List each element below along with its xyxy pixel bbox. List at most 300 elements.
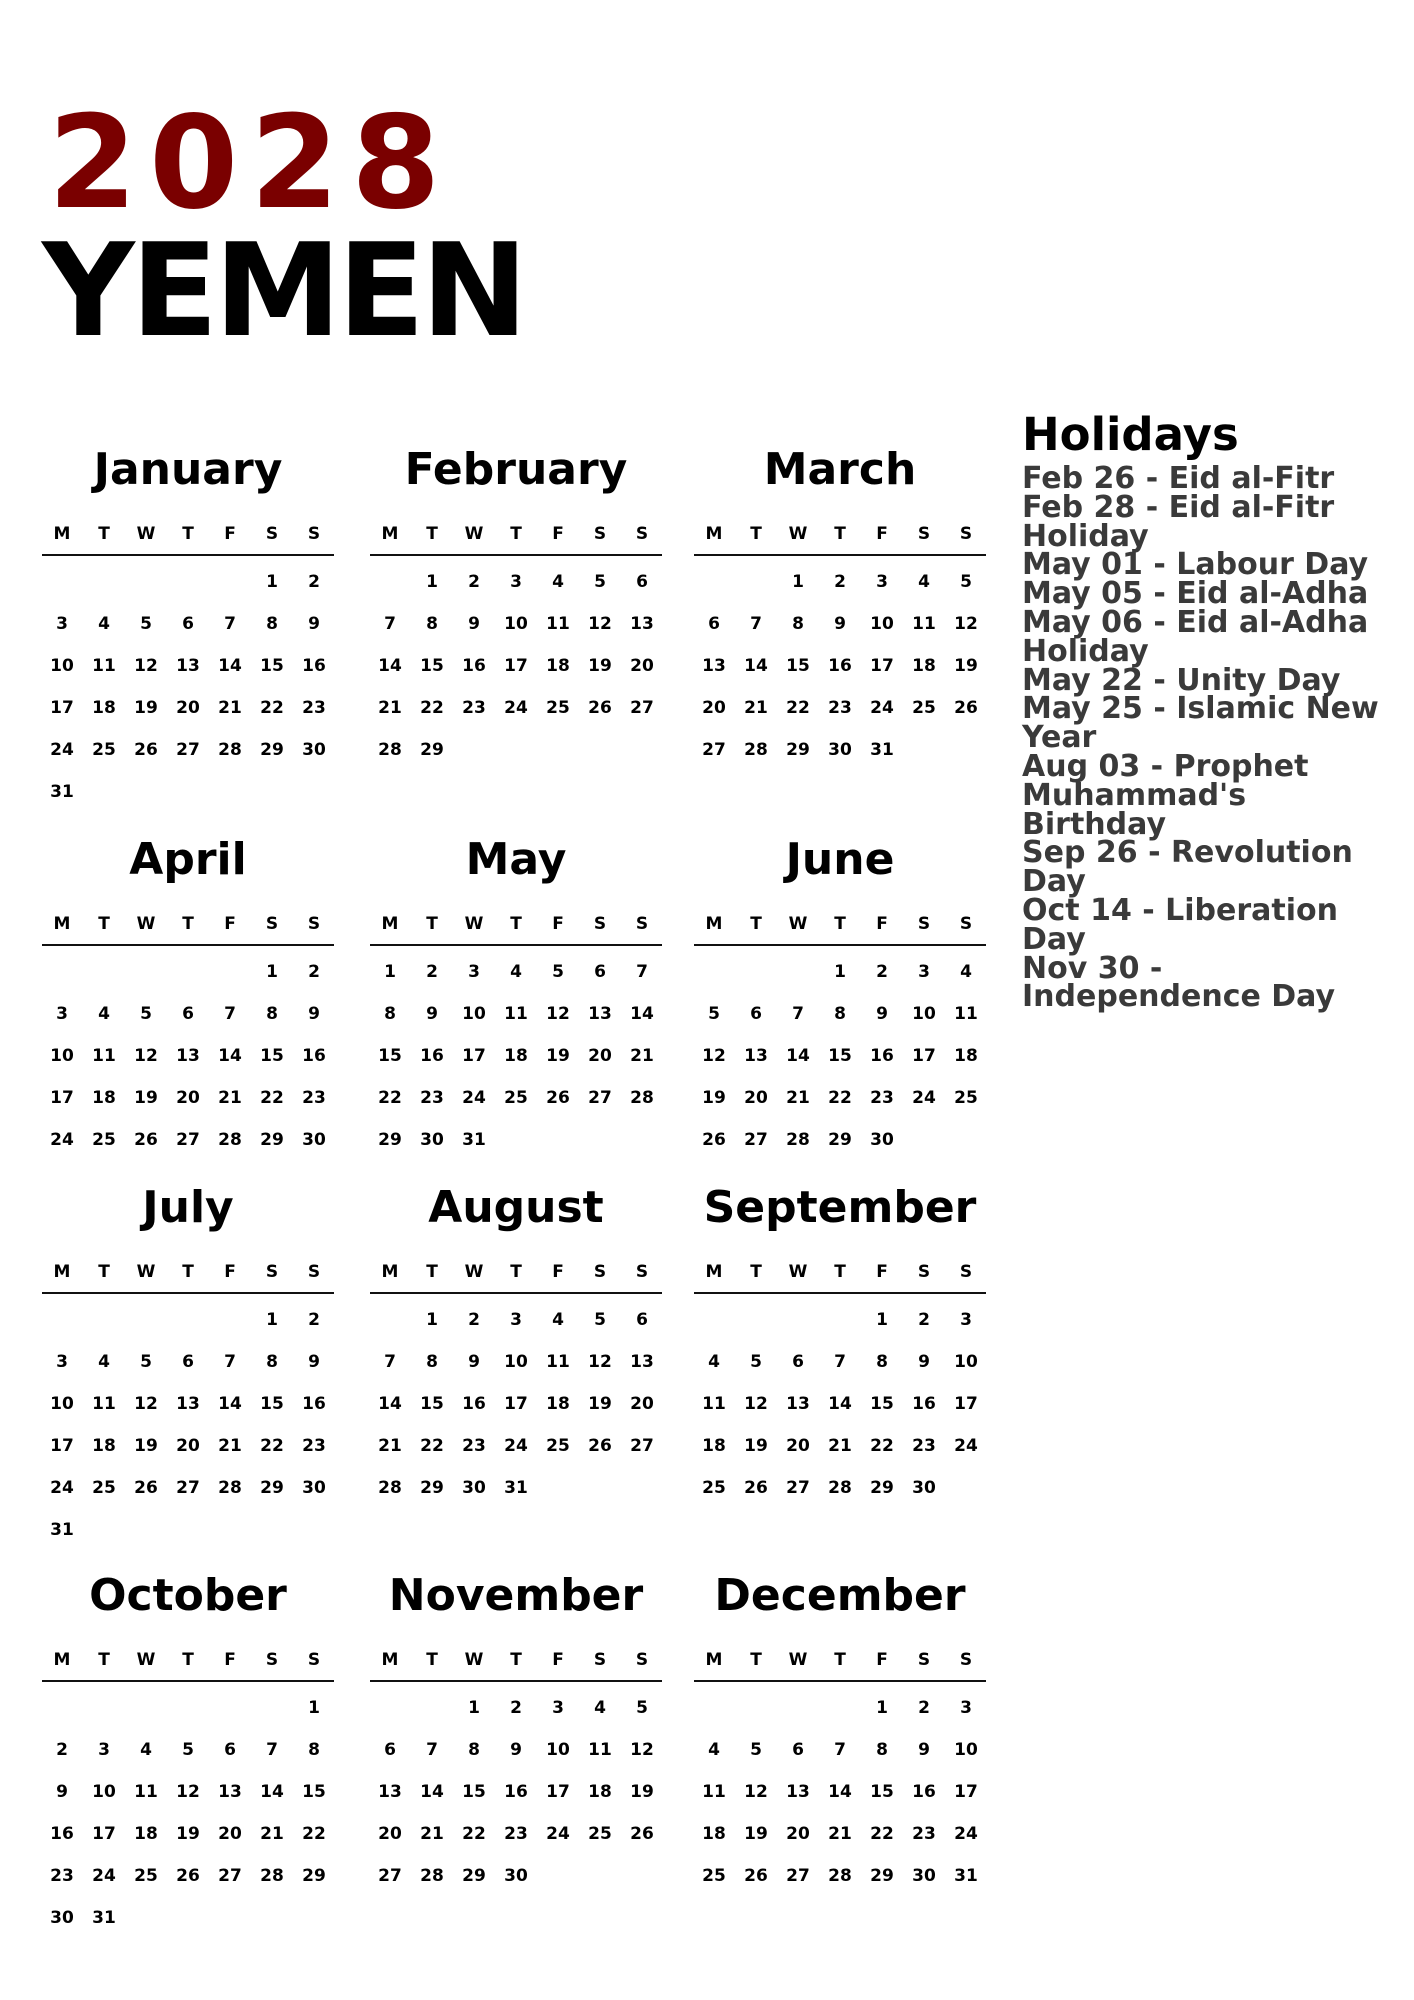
weekday-label: W	[136, 1650, 156, 1670]
day-cell: 21	[378, 1436, 402, 1456]
day-cell: 30	[870, 1130, 894, 1150]
day-cell: 3	[56, 1352, 68, 1372]
day-cell: 4	[98, 1004, 110, 1024]
day-cell: 19	[744, 1436, 768, 1456]
day-cell: 5	[960, 572, 972, 592]
day-cell: 16	[420, 1046, 444, 1066]
weekday-label: T	[426, 524, 438, 544]
month-may	[370, 834, 662, 1208]
day-cell: 15	[260, 1046, 284, 1066]
day-cell: 18	[92, 698, 116, 718]
day-cell: 13	[588, 1004, 612, 1024]
weekday-header	[42, 914, 334, 938]
day-cell: 26	[744, 1866, 768, 1886]
weekday-label: S	[307, 914, 321, 934]
weekday-label: W	[464, 914, 484, 934]
day-cell: 14	[218, 1394, 242, 1414]
day-cell: 31	[504, 1478, 528, 1498]
month-september	[694, 1182, 986, 1556]
day-cell: 11	[546, 614, 570, 634]
day-cell: 12	[702, 1046, 726, 1066]
day-cell: 17	[462, 1046, 486, 1066]
day-cell: 12	[134, 1394, 158, 1414]
day-cell: 6	[182, 614, 194, 634]
day-cell: 31	[50, 1520, 74, 1540]
day-cell: 24	[870, 698, 894, 718]
weekday-header	[694, 524, 986, 548]
weekday-label: T	[426, 914, 438, 934]
day-cell: 31	[870, 740, 894, 760]
weekday-label: S	[265, 1262, 279, 1282]
day-cell: 9	[876, 1004, 888, 1024]
day-cell: 29	[260, 740, 284, 760]
day-cell: 18	[504, 1046, 528, 1066]
day-cell: 9	[426, 1004, 438, 1024]
weekday-label: M	[705, 1262, 723, 1282]
day-cell: 23	[912, 1824, 936, 1844]
weekday-label: M	[381, 1262, 399, 1282]
day-cell: 14	[218, 1046, 242, 1066]
day-cell: 30	[50, 1908, 74, 1928]
day-cell: 25	[134, 1866, 158, 1886]
day-cell: 30	[462, 1478, 486, 1498]
day-cell: 26	[588, 698, 612, 718]
day-cell: 1	[468, 1698, 480, 1718]
day-cell: 16	[504, 1782, 528, 1802]
day-cell: 28	[630, 1088, 654, 1108]
day-cell: 26	[954, 698, 978, 718]
day-cell: 5	[594, 572, 606, 592]
day-cell: 16	[302, 656, 326, 676]
day-cell: 8	[266, 1004, 278, 1024]
day-cell: 9	[918, 1740, 930, 1760]
day-cell: 19	[134, 1088, 158, 1108]
day-cell: 18	[588, 1782, 612, 1802]
day-cell: 2	[834, 572, 846, 592]
day-cell: 19	[744, 1824, 768, 1844]
weekday-label: S	[593, 524, 607, 544]
day-cell: 22	[828, 1088, 852, 1108]
weekday-label: M	[53, 1262, 71, 1282]
calendar-year: 2028	[48, 89, 453, 238]
day-cell: 15	[260, 1394, 284, 1414]
day-cell: 19	[702, 1088, 726, 1108]
day-cell: 6	[792, 1740, 804, 1760]
weekday-label: S	[635, 914, 649, 934]
month-name: July	[142, 1182, 234, 1233]
weekday-label: F	[224, 524, 236, 544]
day-cell: 28	[828, 1478, 852, 1498]
header-divider	[42, 1292, 334, 1294]
day-cell: 23	[912, 1436, 936, 1456]
header-divider	[370, 1680, 662, 1682]
weekday-label: W	[136, 524, 156, 544]
day-cell: 9	[56, 1782, 68, 1802]
day-cell: 19	[134, 698, 158, 718]
weekday-label: T	[834, 524, 846, 544]
day-cell: 6	[750, 1004, 762, 1024]
day-cell: 3	[56, 1004, 68, 1024]
day-cell: 2	[468, 1310, 480, 1330]
header-divider	[694, 554, 986, 556]
day-cell: 9	[834, 614, 846, 634]
day-cell: 25	[92, 1478, 116, 1498]
day-cell: 2	[468, 572, 480, 592]
day-cell: 4	[918, 572, 930, 592]
header-divider	[370, 554, 662, 556]
day-cell: 16	[912, 1394, 936, 1414]
weekday-label: T	[426, 1650, 438, 1670]
weekday-label: F	[224, 1650, 236, 1670]
day-cell: 2	[876, 962, 888, 982]
day-cell: 10	[954, 1352, 978, 1372]
day-cell: 2	[426, 962, 438, 982]
day-cell: 25	[702, 1478, 726, 1498]
day-cell: 1	[266, 962, 278, 982]
day-cell: 11	[702, 1782, 726, 1802]
day-cell: 15	[462, 1782, 486, 1802]
day-cell: 16	[302, 1046, 326, 1066]
holiday-line: May 25 - Islamic New	[1022, 691, 1379, 727]
day-cell: 29	[462, 1866, 486, 1886]
day-cell: 14	[378, 1394, 402, 1414]
holidays-title: Holidays	[1022, 408, 1239, 461]
day-cell: 17	[546, 1782, 570, 1802]
day-cell: 19	[176, 1824, 200, 1844]
day-cell: 12	[630, 1740, 654, 1760]
day-cell: 27	[702, 740, 726, 760]
day-cell: 27	[630, 1436, 654, 1456]
day-cell: 31	[954, 1866, 978, 1886]
weekday-label: S	[917, 1650, 931, 1670]
holiday-line: May 01 - Labour Day	[1022, 547, 1369, 583]
day-cell: 8	[266, 614, 278, 634]
holiday-line: Independence Day	[1022, 979, 1336, 1015]
day-cell: 14	[378, 656, 402, 676]
weekday-label: S	[635, 524, 649, 544]
day-cell: 21	[786, 1088, 810, 1108]
day-cell: 9	[468, 1352, 480, 1372]
weekday-label: T	[834, 1650, 846, 1670]
day-cell: 1	[426, 1310, 438, 1330]
weekday-header	[42, 1262, 334, 1286]
day-cell: 26	[176, 1866, 200, 1886]
day-cell: 4	[960, 962, 972, 982]
weekday-label: T	[426, 1262, 438, 1282]
day-cell: 11	[504, 1004, 528, 1024]
day-cell: 7	[266, 1740, 278, 1760]
month-name: December	[714, 1570, 966, 1621]
day-cell: 20	[176, 698, 200, 718]
day-cell: 17	[504, 656, 528, 676]
weekday-label: T	[510, 1262, 522, 1282]
day-cell: 22	[420, 1436, 444, 1456]
day-cell: 1	[876, 1698, 888, 1718]
day-cell: 7	[224, 1004, 236, 1024]
day-cell: 27	[786, 1478, 810, 1498]
header-divider	[694, 944, 986, 946]
weekday-label: S	[917, 524, 931, 544]
day-cell: 29	[870, 1866, 894, 1886]
day-cell: 10	[462, 1004, 486, 1024]
weekday-label: F	[552, 1650, 564, 1670]
weekday-label: M	[53, 524, 71, 544]
weekday-label: S	[593, 914, 607, 934]
month-name: August	[428, 1182, 604, 1233]
day-cell: 18	[702, 1436, 726, 1456]
holiday-line: Feb 26 - Eid al-Fitr	[1022, 461, 1335, 496]
day-cell: 21	[630, 1046, 654, 1066]
month-october	[42, 1570, 334, 1944]
month-march	[694, 444, 986, 818]
day-cell: 26	[134, 1130, 158, 1150]
weekday-header	[370, 1262, 662, 1286]
day-cell: 12	[134, 1046, 158, 1066]
day-cell: 25	[954, 1088, 978, 1108]
day-cell: 20	[630, 656, 654, 676]
day-cell: 29	[260, 1130, 284, 1150]
day-cell: 13	[786, 1782, 810, 1802]
day-cell: 7	[224, 1352, 236, 1372]
day-cell: 28	[378, 740, 402, 760]
month-july	[42, 1182, 334, 1556]
day-cell: 5	[594, 1310, 606, 1330]
day-cell: 23	[504, 1824, 528, 1844]
day-cell: 2	[56, 1740, 68, 1760]
day-cell: 1	[266, 572, 278, 592]
day-cell: 29	[420, 1478, 444, 1498]
day-cell: 9	[918, 1352, 930, 1372]
day-cell: 6	[182, 1352, 194, 1372]
header-divider	[42, 1680, 334, 1682]
day-cell: 21	[218, 1088, 242, 1108]
holiday-line: Holiday	[1022, 518, 1149, 554]
day-cell: 24	[954, 1436, 978, 1456]
day-cell: 28	[218, 740, 242, 760]
day-cell: 24	[504, 1436, 528, 1456]
weekday-label: T	[834, 1262, 846, 1282]
weekday-label: M	[705, 524, 723, 544]
day-cell: 31	[50, 782, 74, 802]
day-cell: 15	[260, 656, 284, 676]
day-cell: 26	[134, 1478, 158, 1498]
day-cell: 15	[420, 656, 444, 676]
weekday-label: F	[552, 914, 564, 934]
day-cell: 11	[588, 1740, 612, 1760]
day-cell: 21	[260, 1824, 284, 1844]
weekday-label: T	[750, 1650, 762, 1670]
weekday-label: F	[876, 1650, 888, 1670]
day-cell: 29	[420, 740, 444, 760]
day-cell: 22	[870, 1824, 894, 1844]
day-cell: 27	[378, 1866, 402, 1886]
day-cell: 26	[630, 1824, 654, 1844]
day-cell: 20	[786, 1824, 810, 1844]
weekday-label: T	[750, 524, 762, 544]
header-divider	[370, 1292, 662, 1294]
day-cell: 13	[630, 1352, 654, 1372]
day-cell: 30	[302, 1130, 326, 1150]
weekday-header	[42, 524, 334, 548]
month-name: June	[785, 834, 895, 885]
day-cell: 31	[92, 1908, 116, 1928]
day-cell: 21	[218, 1436, 242, 1456]
day-cell: 4	[510, 962, 522, 982]
day-cell: 9	[308, 614, 320, 634]
day-cell: 4	[552, 1310, 564, 1330]
weekday-label: T	[98, 1650, 110, 1670]
weekday-label: M	[705, 1650, 723, 1670]
weekday-label: T	[750, 1262, 762, 1282]
day-cell: 16	[462, 1394, 486, 1414]
day-cell: 27	[176, 1478, 200, 1498]
weekday-label: S	[917, 914, 931, 934]
day-cell: 7	[426, 1740, 438, 1760]
day-cell: 22	[786, 698, 810, 718]
day-cell: 3	[918, 962, 930, 982]
weekday-label: S	[959, 524, 973, 544]
holiday-line: Oct 14 - Liberation	[1022, 892, 1339, 928]
day-cell: 2	[510, 1698, 522, 1718]
day-cell: 30	[302, 1478, 326, 1498]
day-cell: 17	[50, 1436, 74, 1456]
day-cell: 17	[50, 698, 74, 718]
weekday-label: S	[593, 1650, 607, 1670]
day-cell: 1	[834, 962, 846, 982]
day-cell: 29	[378, 1130, 402, 1150]
day-cell: 26	[588, 1436, 612, 1456]
day-cell: 1	[792, 572, 804, 592]
weekday-label: W	[464, 524, 484, 544]
day-cell: 30	[302, 740, 326, 760]
day-cell: 30	[420, 1130, 444, 1150]
weekday-label: S	[307, 1650, 321, 1670]
day-cell: 17	[954, 1394, 978, 1414]
day-cell: 12	[954, 614, 978, 634]
holiday-line: Nov 30 -	[1022, 950, 1163, 986]
header-divider	[370, 944, 662, 946]
day-cell: 2	[308, 1310, 320, 1330]
day-cell: 22	[378, 1088, 402, 1108]
weekday-label: M	[381, 1650, 399, 1670]
day-cell: 23	[302, 1436, 326, 1456]
day-cell: 28	[420, 1866, 444, 1886]
weekday-label: S	[959, 914, 973, 934]
day-cell: 29	[786, 740, 810, 760]
day-cell: 10	[92, 1782, 116, 1802]
day-cell: 29	[870, 1478, 894, 1498]
day-cell: 24	[50, 740, 74, 760]
day-cell: 9	[308, 1004, 320, 1024]
day-cell: 20	[218, 1824, 242, 1844]
day-cell: 8	[426, 614, 438, 634]
day-cell: 1	[426, 572, 438, 592]
day-cell: 6	[384, 1740, 396, 1760]
day-cell: 7	[750, 614, 762, 634]
day-cell: 20	[702, 698, 726, 718]
weekday-label: M	[53, 914, 71, 934]
holiday-line: May 05 - Eid al-Adha	[1022, 576, 1369, 612]
weekday-label: T	[98, 524, 110, 544]
day-cell: 15	[378, 1046, 402, 1066]
day-cell: 8	[266, 1352, 278, 1372]
month-august	[370, 1182, 662, 1556]
day-cell: 25	[702, 1866, 726, 1886]
day-cell: 6	[182, 1004, 194, 1024]
day-cell: 23	[462, 698, 486, 718]
day-cell: 18	[546, 656, 570, 676]
holiday-line: Muhammad's	[1022, 777, 1247, 813]
day-cell: 24	[546, 1824, 570, 1844]
day-cell: 25	[504, 1088, 528, 1108]
day-cell: 8	[468, 1740, 480, 1760]
holiday-line: Aug 03 - Prophet	[1022, 748, 1309, 784]
day-cell: 11	[134, 1782, 158, 1802]
day-cell: 22	[302, 1824, 326, 1844]
day-cell: 22	[462, 1824, 486, 1844]
day-cell: 5	[182, 1740, 194, 1760]
day-cell: 15	[420, 1394, 444, 1414]
day-cell: 16	[50, 1824, 74, 1844]
weekday-label: T	[182, 914, 194, 934]
day-cell: 15	[302, 1782, 326, 1802]
month-name: April	[129, 834, 247, 885]
weekday-label: S	[959, 1262, 973, 1282]
day-cell: 28	[786, 1130, 810, 1150]
weekday-label: T	[182, 524, 194, 544]
weekday-label: F	[876, 1262, 888, 1282]
day-cell: 2	[308, 962, 320, 982]
weekday-label: T	[98, 1262, 110, 1282]
day-cell: 27	[744, 1130, 768, 1150]
day-cell: 21	[744, 698, 768, 718]
day-cell: 13	[378, 1782, 402, 1802]
day-cell: 4	[708, 1352, 720, 1372]
day-cell: 2	[918, 1310, 930, 1330]
day-cell: 23	[50, 1866, 74, 1886]
day-cell: 8	[834, 1004, 846, 1024]
day-cell: 27	[630, 698, 654, 718]
day-cell: 21	[828, 1824, 852, 1844]
day-cell: 18	[134, 1824, 158, 1844]
day-cell: 14	[828, 1782, 852, 1802]
day-cell: 24	[954, 1824, 978, 1844]
day-cell: 18	[702, 1824, 726, 1844]
weekday-label: T	[510, 1650, 522, 1670]
day-cell: 4	[140, 1740, 152, 1760]
day-cell: 12	[588, 1352, 612, 1372]
weekday-label: F	[876, 524, 888, 544]
day-cell: 19	[134, 1436, 158, 1456]
month-name: October	[89, 1570, 287, 1621]
weekday-label: S	[917, 1262, 931, 1282]
month-january	[42, 444, 334, 818]
day-cell: 25	[912, 698, 936, 718]
day-cell: 14	[218, 656, 242, 676]
day-cell: 23	[302, 1088, 326, 1108]
day-cell: 3	[98, 1740, 110, 1760]
day-cell: 28	[828, 1866, 852, 1886]
day-cell: 5	[708, 1004, 720, 1024]
header-divider	[42, 554, 334, 556]
day-cell: 10	[954, 1740, 978, 1760]
day-cell: 14	[828, 1394, 852, 1414]
weekday-label: F	[552, 1262, 564, 1282]
day-cell: 30	[504, 1866, 528, 1886]
holiday-line: Feb 28 - Eid al-Fitr	[1022, 489, 1335, 525]
day-cell: 26	[134, 740, 158, 760]
day-cell: 25	[546, 698, 570, 718]
